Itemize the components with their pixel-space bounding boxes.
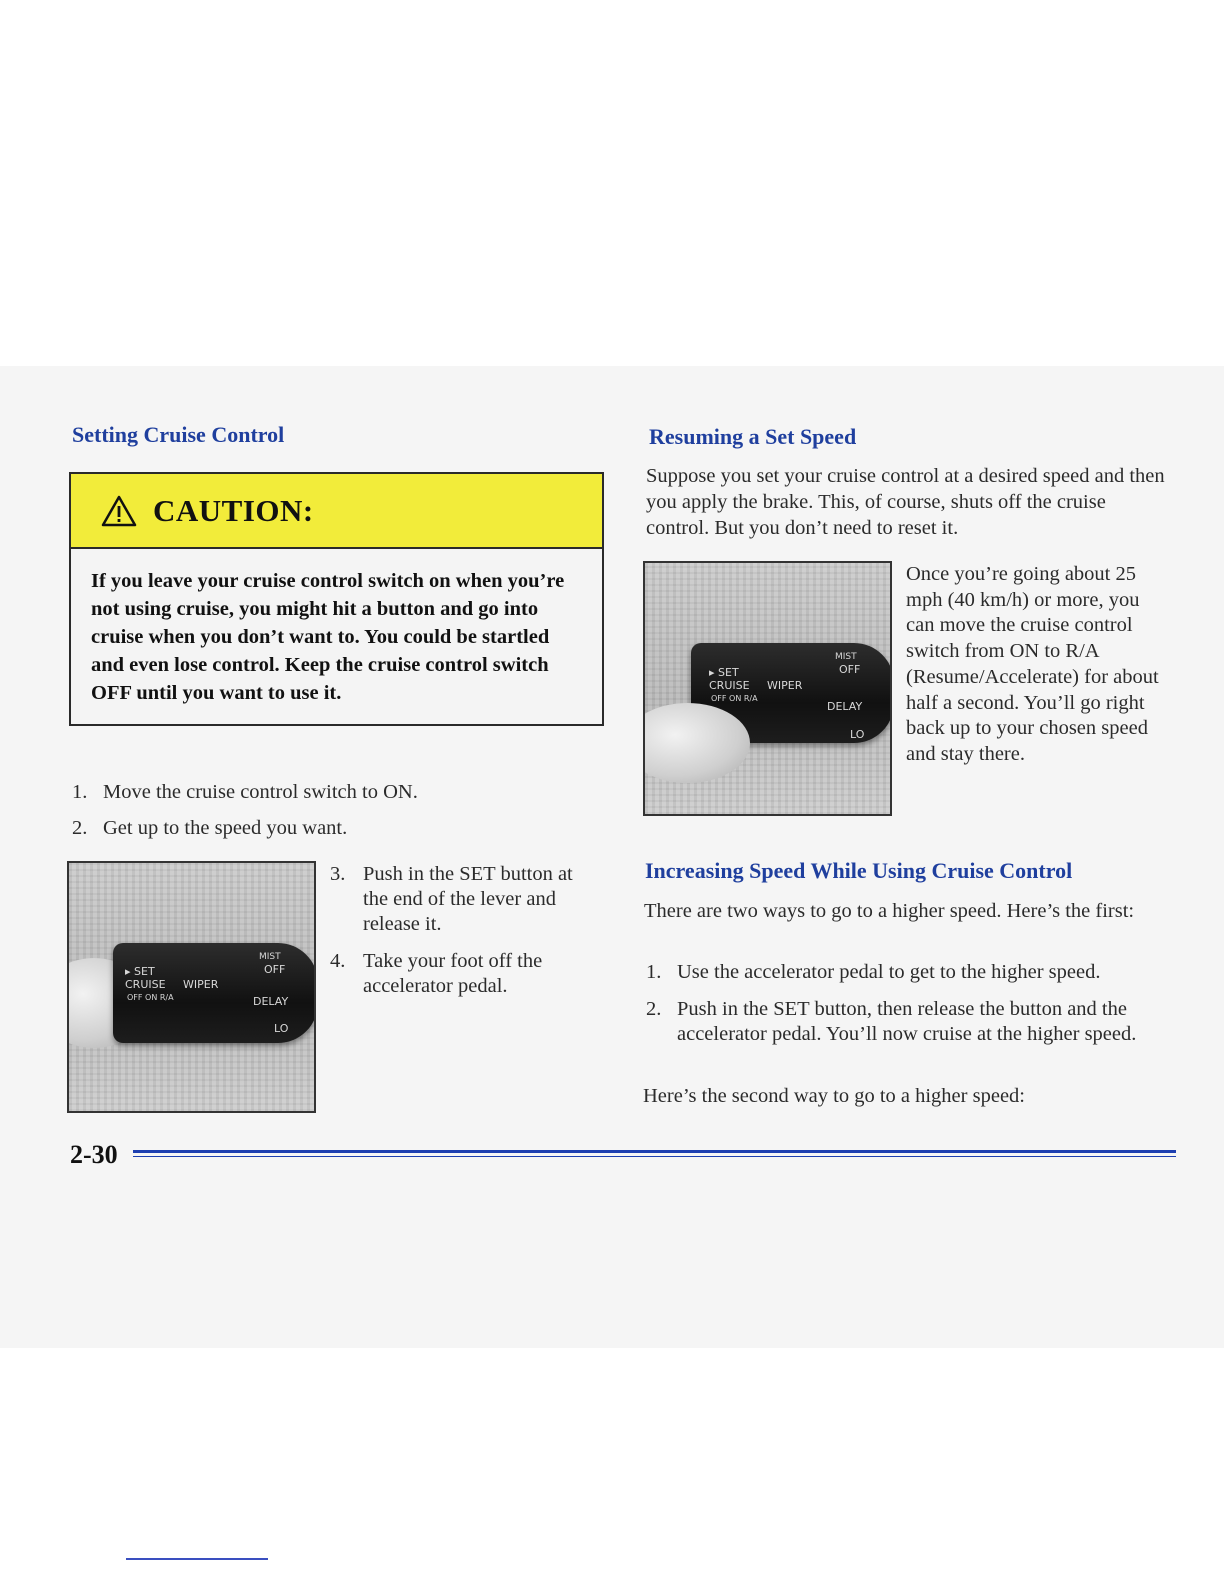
footer-rule bbox=[133, 1150, 1176, 1157]
lever-label-wiper: WIPER bbox=[183, 978, 219, 991]
warning-triangle-icon bbox=[101, 495, 137, 527]
lever-label-mist: MIST bbox=[835, 652, 857, 662]
lever-label-mist: MIST bbox=[259, 952, 281, 962]
lever-label-off: OFF bbox=[839, 663, 861, 676]
cruise-lever-photo-set bbox=[67, 861, 316, 1113]
increase-outro-paragraph: Here’s the second way to go to a higher speed: bbox=[643, 1085, 1025, 1107]
list-item bbox=[646, 960, 1166, 985]
list-item bbox=[646, 997, 1166, 1047]
step-number: 3. bbox=[330, 863, 346, 885]
step-text: Move the cruise control switch to ON. bbox=[103, 781, 418, 803]
page-number: 2-30 bbox=[70, 1140, 118, 1169]
step-text: Push in the SET button, then release the button and the accelerator pedal. You’ll now cruise at the higher speed. bbox=[677, 998, 1137, 1045]
step-number: 4. bbox=[330, 950, 346, 972]
lever-label-off: OFF bbox=[264, 963, 286, 976]
list-item bbox=[330, 862, 590, 937]
lever-label-cruise: CRUISE bbox=[125, 978, 166, 991]
list-item bbox=[330, 949, 590, 999]
lever-label-lo: LO bbox=[850, 728, 865, 741]
caution-box bbox=[69, 472, 604, 726]
bottom-rule bbox=[126, 1558, 268, 1560]
lever-label-cruise: CRUISE bbox=[709, 679, 750, 692]
lever-label-delay: DELAY bbox=[253, 995, 289, 1008]
cruise-lever-photo-resume bbox=[643, 561, 892, 816]
increase-intro-paragraph: There are two ways to go to a higher speed. Here’s the first: bbox=[644, 900, 1135, 922]
step-number: 1. bbox=[646, 961, 662, 983]
lever-label-off-on-ra: OFF ON R/A bbox=[127, 993, 174, 1002]
lever-label-set: ▸ SET bbox=[125, 965, 155, 978]
step-number: 2. bbox=[72, 817, 88, 839]
lever-label-lo: LO bbox=[274, 1022, 289, 1035]
step-text: Push in the SET button at the end of the lever and release it. bbox=[363, 863, 573, 935]
step-number: 1. bbox=[72, 781, 88, 803]
section-heading-resuming: Resuming a Set Speed bbox=[649, 424, 857, 449]
list-item bbox=[72, 816, 592, 841]
step-text: Get up to the speed you want. bbox=[103, 817, 348, 839]
section-heading-setting-cruise: Setting Cruise Control bbox=[72, 422, 285, 447]
lever-label-off-on-ra: OFF ON R/A bbox=[711, 694, 758, 703]
lever-label-set: ▸ SET bbox=[709, 666, 739, 679]
step-text: Take your foot off the accelerator pedal. bbox=[363, 950, 543, 997]
lever-label-delay: DELAY bbox=[827, 700, 863, 713]
caution-title: CAUTION: bbox=[153, 492, 314, 528]
resume-side-paragraph: Once you’re going about 25 mph (40 km/h) or more, you can move the cruise control switch from ON to R/A (Resume/Accelerate) for about half a second. You’ll go right back up to your chosen speed and stay there. bbox=[906, 563, 1159, 765]
resume-intro-paragraph: Suppose you set your cruise control at a desired speed and then you apply the brake. This, of course, shuts off the cruise control. But you don’t need to reset it. bbox=[646, 465, 1165, 539]
list-item bbox=[72, 780, 592, 805]
step-text: Use the accelerator pedal to get to the higher speed. bbox=[677, 961, 1101, 983]
caution-text: If you leave your cruise control switch on when you’re not using cruise, you might hit a button and go into cruise when you don’t want to. You could be startled and even lose control. Keep the cruise control switch OFF until you want to use it. bbox=[91, 570, 565, 704]
lever-label-wiper: WIPER bbox=[767, 679, 803, 692]
section-heading-increasing-speed: Increasing Speed While Using Cruise Control bbox=[645, 858, 1073, 883]
caution-header bbox=[71, 474, 602, 549]
step-number: 2. bbox=[646, 998, 662, 1020]
